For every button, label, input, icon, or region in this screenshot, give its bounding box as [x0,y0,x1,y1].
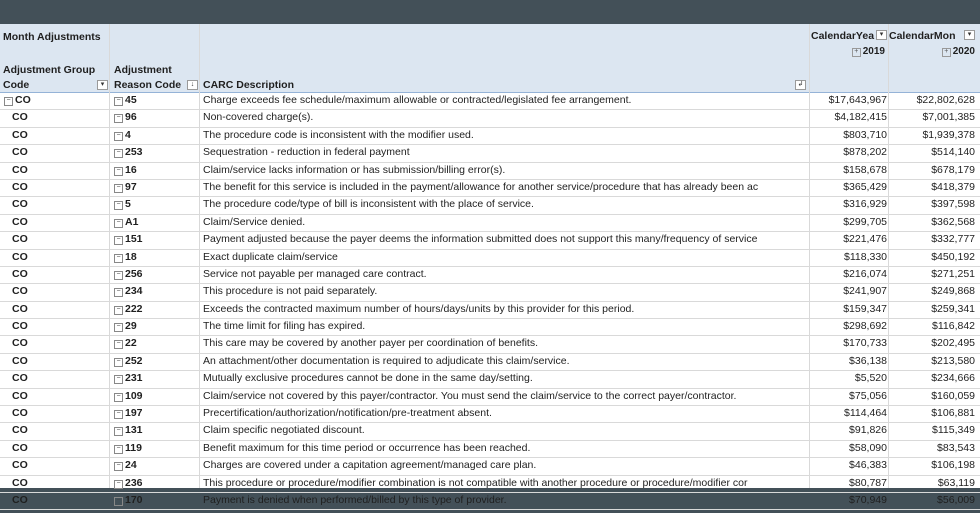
value-2019-cell[interactable]: $216,074 [843,267,887,280]
value-2020-cell[interactable]: $7,001,385 [922,111,975,124]
value-2019-cell[interactable]: $114,464 [843,407,887,420]
reason-code-cell[interactable]: − 234 [114,285,198,297]
group-code-cell[interactable]: CO [12,354,28,367]
value-2019-cell[interactable]: $17,643,967 [828,94,887,106]
reason-code-cell[interactable]: − 119 [114,442,198,454]
carc-description-cell[interactable]: Charges are covered under a capitation agreement/managed care plan. [203,459,537,472]
value-2019-cell[interactable]: $58,090 [849,441,887,454]
reason-code-cell[interactable]: − 151 [114,233,198,245]
table-row[interactable] [0,93,980,110]
table-row[interactable] [0,284,980,301]
collapse-icon[interactable]: − [114,114,123,123]
carc-description-cell[interactable]: Sequestration - reduction in federal payment [203,146,410,159]
table-row[interactable] [0,180,980,197]
group-header-line2: Code [3,79,30,91]
calendar-year-filter-icon[interactable]: ▾ [876,30,887,40]
carc-description-cell[interactable]: Mutually exclusive procedures cannot be done in the same day/setting. [203,372,533,385]
table-row[interactable] [0,371,980,388]
group-code-cell[interactable]: CO [12,389,28,402]
value-2019-cell[interactable]: $36,138 [849,354,887,367]
calendar-month-filter-icon[interactable]: ▾ [964,30,975,40]
reason-code-cell[interactable]: − 29 [114,320,198,332]
value-2020-cell[interactable]: $418,379 [931,180,975,193]
expand-icon[interactable]: + [942,48,951,57]
value-2020-cell[interactable]: $397,598 [931,198,975,211]
value-2019-cell[interactable]: $46,383 [849,459,887,472]
group-code-cell[interactable]: CO [12,424,28,437]
carc-description-cell[interactable]: The benefit for this service is included in the payment/allowance for another service/procedure that has already been ac [203,180,759,193]
value-2020-cell[interactable]: $234,666 [931,372,975,385]
carc-description-cell[interactable]: Claim specific negotiated discount. [203,424,365,437]
value-2020-cell[interactable]: $678,179 [931,163,975,176]
value-2020-cell[interactable]: $116,842 [931,320,975,333]
table-row[interactable] [0,232,980,249]
carc-description-cell[interactable]: Benefit maximum for this time period or occurrence has been reached. [203,441,531,454]
value-2019-cell[interactable]: $221,476 [843,233,887,246]
value-2020-cell[interactable]: $106,198 [931,459,975,472]
collapse-icon[interactable]: − [114,427,123,436]
reason-code-cell[interactable]: − 236 [114,477,198,489]
value-2019-cell[interactable]: $91,826 [849,424,887,437]
value-2019-cell[interactable]: $70,949 [849,493,887,506]
carc-description-cell[interactable]: Claim/service not covered by this payer/contractor. You must send the claim/service to the correct payer/contractor. [203,389,737,402]
value-2019-cell[interactable]: $75,056 [849,389,887,402]
table-row[interactable] [0,197,980,214]
value-2020-cell[interactable]: $213,580 [931,354,975,367]
carc-description-cell[interactable]: This procedure or procedure/modifier combination is not compatible with another procedure or procedure/modifier cor [203,476,748,489]
table-row[interactable] [0,389,980,406]
value-2019-cell[interactable]: $5,520 [854,372,887,385]
table-row[interactable] [0,128,980,145]
collapse-icon[interactable]: − [114,497,123,506]
table-row[interactable] [0,302,980,319]
year-2019-header[interactable]: + 2019 [812,46,885,57]
carc-description-cell[interactable]: Payment adjusted because the payer deems the information submitted does not support this many/frequency of service [203,233,758,246]
collapse-icon[interactable]: − [114,219,123,228]
collapse-icon[interactable]: − [114,288,123,297]
group-code-cell[interactable]: CO [12,337,28,350]
carc-description-cell[interactable]: An attachment/other documentation is required to adjudicate this claim/service. [203,354,570,367]
value-2020-cell[interactable]: $271,251 [931,267,975,280]
collapse-icon[interactable]: − [114,201,123,210]
reason-code-cell[interactable]: − 22 [114,337,198,349]
carc-description-cell[interactable]: Claim/service lacks information or has submission/billing error(s). [203,163,506,176]
reason-header-line1: Adjustment [114,64,172,76]
collapse-icon[interactable]: − [114,97,123,106]
value-2019-cell[interactable]: $4,182,415 [834,111,887,124]
value-2020-cell[interactable]: $56,009 [937,493,975,506]
collapse-icon[interactable]: − [114,375,123,384]
value-2020-cell[interactable]: $332,777 [931,233,975,246]
group-code-cell[interactable]: CO [12,441,28,454]
value-2020-cell[interactable]: $22,802,628 [916,94,975,106]
group-code-cell[interactable]: CO [12,372,28,385]
reason-code-cell[interactable]: − 253 [114,146,198,158]
collapse-icon[interactable]: − [114,306,123,315]
group-filter-dropdown-icon[interactable]: ▾ [97,80,108,90]
value-2019-cell[interactable]: $803,710 [843,128,887,141]
collapse-icon[interactable]: − [114,236,123,245]
carc-description-cell[interactable]: Precertification/authorization/notification/pre-treatment absent. [203,407,492,420]
collapse-icon[interactable]: − [114,358,123,367]
value-2020-cell[interactable]: $450,192 [931,250,975,263]
carc-description-cell[interactable]: The time limit for filing has expired. [203,320,366,333]
table-row[interactable] [0,441,980,458]
group-code-cell[interactable]: CO [12,163,28,176]
table-row[interactable] [0,493,980,510]
group-code-cell[interactable]: CO [12,285,28,298]
reason-header-line2: Reason Code [114,79,182,91]
collapse-icon[interactable]: − [114,410,123,419]
group-code-cell[interactable]: CO [12,250,28,263]
carc-description-cell[interactable]: Claim/Service denied. [203,215,306,228]
value-2020-cell[interactable]: $514,140 [931,146,975,159]
year-2020-header[interactable]: + 2020 [890,46,975,57]
value-2019-cell[interactable]: $878,202 [843,146,887,159]
pivot-rows [0,93,980,510]
collapse-icon[interactable]: − [114,271,123,280]
collapse-icon[interactable]: − [114,445,123,454]
table-row[interactable] [0,336,980,353]
carc-description-cell[interactable]: Charge exceeds fee schedule/maximum allowable or contracted/legislated fee arrangement. [203,94,632,106]
table-row[interactable] [0,145,980,162]
reason-code-cell[interactable]: − 5 [114,198,198,210]
table-row[interactable] [0,406,980,423]
reason-sort-dropdown-icon[interactable]: ↓ [187,80,198,90]
calendar-month-header: CalendarMon [889,30,956,42]
group-code-cell[interactable]: CO [12,215,28,228]
reason-code-cell[interactable]: − 24 [114,459,198,471]
pivot-title: Month Adjustments [3,31,101,43]
group-code-cell[interactable]: CO [12,146,28,159]
table-row[interactable] [0,110,980,127]
collapse-icon[interactable]: − [114,167,123,176]
reason-code-cell[interactable]: − 252 [114,355,198,367]
reason-code-cell[interactable]: − 4 [114,129,198,141]
collapse-icon[interactable]: − [114,462,123,471]
carc-description-cell[interactable]: The procedure code is inconsistent with the modifier used. [203,128,474,141]
group-code-cell[interactable]: CO [12,128,28,141]
collapse-icon[interactable]: − [114,480,123,489]
collapse-icon[interactable]: − [4,97,13,106]
carc-description-cell[interactable]: Payment is denied when performed/billed by this type of provider. [203,493,507,506]
reason-code-cell[interactable]: − 170 [114,494,198,506]
reason-code-cell[interactable]: − 16 [114,164,198,176]
carc-header: CARC Description [203,79,295,91]
value-2020-cell[interactable]: $83,543 [937,441,975,454]
collapse-icon[interactable]: − [114,323,123,332]
group-code-cell[interactable]: CO [12,198,28,211]
value-2019-cell[interactable]: $158,678 [843,163,887,176]
table-row[interactable] [0,267,980,284]
value-2020-cell[interactable]: $115,349 [931,424,975,437]
value-2020-cell[interactable]: $249,868 [931,285,975,298]
group-header-line1: Adjustment Group [3,64,96,76]
table-row[interactable] [0,458,980,475]
group-code-cell[interactable]: CO [12,459,28,472]
group-code-cell[interactable]: CO [12,111,28,124]
reason-code-cell[interactable]: − 109 [114,390,198,402]
group-code-cell[interactable]: CO [12,267,28,280]
value-2020-cell[interactable]: $202,495 [931,337,975,350]
carc-description-cell[interactable]: This care may be covered by another payer per coordination of benefits. [203,337,539,350]
table-row[interactable] [0,215,980,232]
reason-code-cell[interactable]: − 97 [114,181,198,193]
value-2020-cell[interactable]: $106,881 [931,407,975,420]
reason-code-cell[interactable]: − A1 [114,216,198,228]
reason-code-cell[interactable]: − 231 [114,372,198,384]
calendar-year-header: CalendarYea [811,30,875,42]
carc-description-cell[interactable]: This procedure is not paid separately. [203,285,378,298]
value-2019-cell[interactable]: $170,733 [843,337,887,350]
value-2019-cell[interactable]: $299,705 [843,215,887,228]
reason-code-cell[interactable]: − 45 [114,94,198,106]
group-code-cell[interactable]: CO [12,476,28,489]
group-code-cell[interactable]: CO [12,407,28,420]
reason-code-cell[interactable]: − 18 [114,251,198,263]
value-2019-cell[interactable]: $241,907 [843,285,887,298]
carc-description-cell[interactable]: Non-covered charge(s). [203,111,314,124]
reason-code-cell[interactable]: − 197 [114,407,198,419]
value-2019-cell[interactable]: $298,692 [843,320,887,333]
carc-description-cell[interactable]: Exceeds the contracted maximum number of hours/days/units by this provider for this period. [203,302,635,315]
carc-description-cell[interactable]: Service not payable per managed care contract. [203,267,427,280]
value-2019-cell[interactable]: $118,330 [843,250,887,263]
value-2020-cell[interactable]: $63,119 [937,476,975,489]
group-code-cell[interactable]: CO [12,233,28,246]
group-code-cell[interactable]: CO [12,180,28,193]
value-2020-cell[interactable]: $160,059 [931,389,975,402]
value-2019-cell[interactable]: $316,929 [843,198,887,211]
table-row[interactable] [0,423,980,440]
group-code-cell[interactable]: CO [12,493,28,506]
reason-code-cell[interactable]: − 256 [114,268,198,280]
collapse-icon[interactable]: − [114,254,123,263]
collapse-icon[interactable]: − [114,149,123,158]
reason-code-cell[interactable]: − 131 [114,424,198,436]
table-row[interactable] [0,250,980,267]
value-2019-cell[interactable]: $365,429 [843,180,887,193]
collapse-icon[interactable]: − [114,340,123,349]
reason-code-cell[interactable]: − 222 [114,303,198,315]
group-code-cell[interactable]: CO [12,320,28,333]
value-2019-cell[interactable]: $159,347 [843,302,887,315]
value-2020-cell[interactable]: $259,341 [931,302,975,315]
expand-icon[interactable]: + [852,48,861,57]
carc-sort-dropdown-icon[interactable]: ↲ [795,80,806,90]
value-2020-cell[interactable]: $1,939,378 [922,128,975,141]
table-row[interactable] [0,319,980,336]
pivot-header [0,24,980,93]
pivot-table [0,24,980,506]
collapse-icon[interactable]: − [114,393,123,402]
group-code-cell[interactable]: − CO [4,94,104,106]
table-row[interactable] [0,476,980,493]
table-row[interactable] [0,354,980,371]
collapse-icon[interactable]: − [114,132,123,141]
carc-description-cell[interactable]: Exact duplicate claim/service [203,250,338,263]
value-2020-cell[interactable]: $362,568 [931,215,975,228]
table-row[interactable] [0,163,980,180]
collapse-icon[interactable]: − [114,184,123,193]
value-2019-cell[interactable]: $80,787 [849,476,887,489]
group-code-cell[interactable]: CO [12,302,28,315]
carc-description-cell[interactable]: The procedure code/type of bill is inconsistent with the place of service. [203,198,534,211]
reason-code-cell[interactable]: − 96 [114,111,198,123]
